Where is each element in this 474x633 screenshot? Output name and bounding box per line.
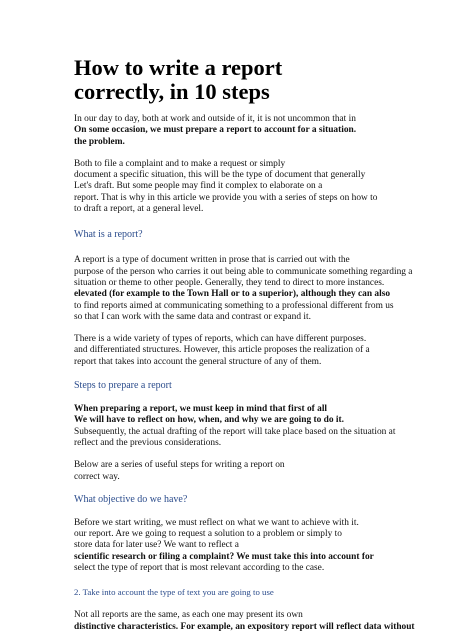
text-line: reflect and the previous considerations.: [74, 437, 222, 448]
text-line: store data for later use? We want to reflect a: [74, 540, 239, 551]
text-line: distinctive characteristics. For example, an expository report will reflect data without: [74, 621, 415, 632]
paragraph-5: [74, 404, 414, 449]
text-line: so that I can work with the same data and contrast or expand it.: [74, 311, 311, 322]
section-heading-type-of-text: 2. Take into account the type of text you are going to use: [74, 587, 274, 598]
paragraph-8: [74, 610, 414, 633]
text-line: select the type of report that is most relevant according to the case.: [74, 563, 325, 574]
paragraph-7: [74, 518, 414, 574]
text-line: Both to file a complaint and to make a request or simply: [74, 158, 286, 169]
text-line: document a specific situation, this will be the type of document that generally: [74, 170, 366, 181]
text-line: report. That is why in this article we provide you with a series of steps on how to: [74, 192, 378, 203]
intro-paragraph: [74, 114, 414, 148]
text-line: elevated (for example to the Town Hall or to a superior), although they can also: [74, 289, 391, 300]
text-line: purpose of the person who carries it out being able to communicate something regarding a: [74, 266, 413, 277]
text-line: Before we start writing, we must reflect on what we want to achieve with it.: [74, 517, 359, 528]
text-line: report that takes into account the general structure of any of them.: [74, 356, 322, 367]
document-title: [74, 56, 414, 104]
text-line: correct way.: [74, 471, 120, 482]
text-line: Let's draft. But some people may find it complex to elaborate on a: [74, 181, 323, 192]
text-line: Subsequently, the actual drafting of the report will take place based on the situation at: [74, 426, 396, 437]
text-line: We will have to reflect on how, when, and why we are going to do it.: [74, 415, 344, 426]
title-line-2: correctly, in 10 steps: [74, 79, 270, 104]
paragraph-2: [74, 159, 414, 215]
text-line: There is a wide variety of types of reports, which can have different purposes.: [74, 334, 367, 345]
section-heading-steps: Steps to prepare a report: [74, 380, 172, 392]
title-line-1: How to write a report: [74, 55, 283, 80]
text-line: A report is a type of document written in prose that is carried out with the: [74, 255, 350, 266]
text-line: In our day to day, both at work and outside of it, it is not uncommon that in: [74, 114, 356, 124]
text-line: On some occasion, we must prepare a report to account for a situation.: [74, 125, 357, 136]
paragraph-4: [74, 334, 414, 368]
section-heading-objective: What objective do we have?: [74, 493, 188, 505]
text-line: our report. Are we going to request a solution to a problem or simply to: [74, 529, 342, 540]
text-line: and differentiated structures. However, this article proposes the realization of a: [74, 345, 370, 356]
paragraph-6: [74, 460, 414, 483]
text-line: the problem.: [74, 136, 125, 147]
text-line: situation or theme to other people. Generally, they tend to direct to more instances.: [74, 277, 385, 288]
section-heading-what-is-a-report: What is a report?: [74, 229, 143, 241]
text-line: When preparing a report, we must keep in mind that first of all: [74, 404, 328, 415]
text-line: to find reports aimed at communicating something to a professional different from us: [74, 300, 394, 311]
paragraph-3: [74, 255, 414, 323]
text-line: Not all reports are the same, as each one may present its own: [74, 610, 303, 621]
text-line: to draft a report, at a general level.: [74, 204, 204, 215]
text-line: scientific research or filing a complaint? We must take this into account for: [74, 551, 374, 562]
text-line: Below are a series of useful steps for writing a report on: [74, 460, 285, 471]
document-page: [74, 56, 414, 633]
